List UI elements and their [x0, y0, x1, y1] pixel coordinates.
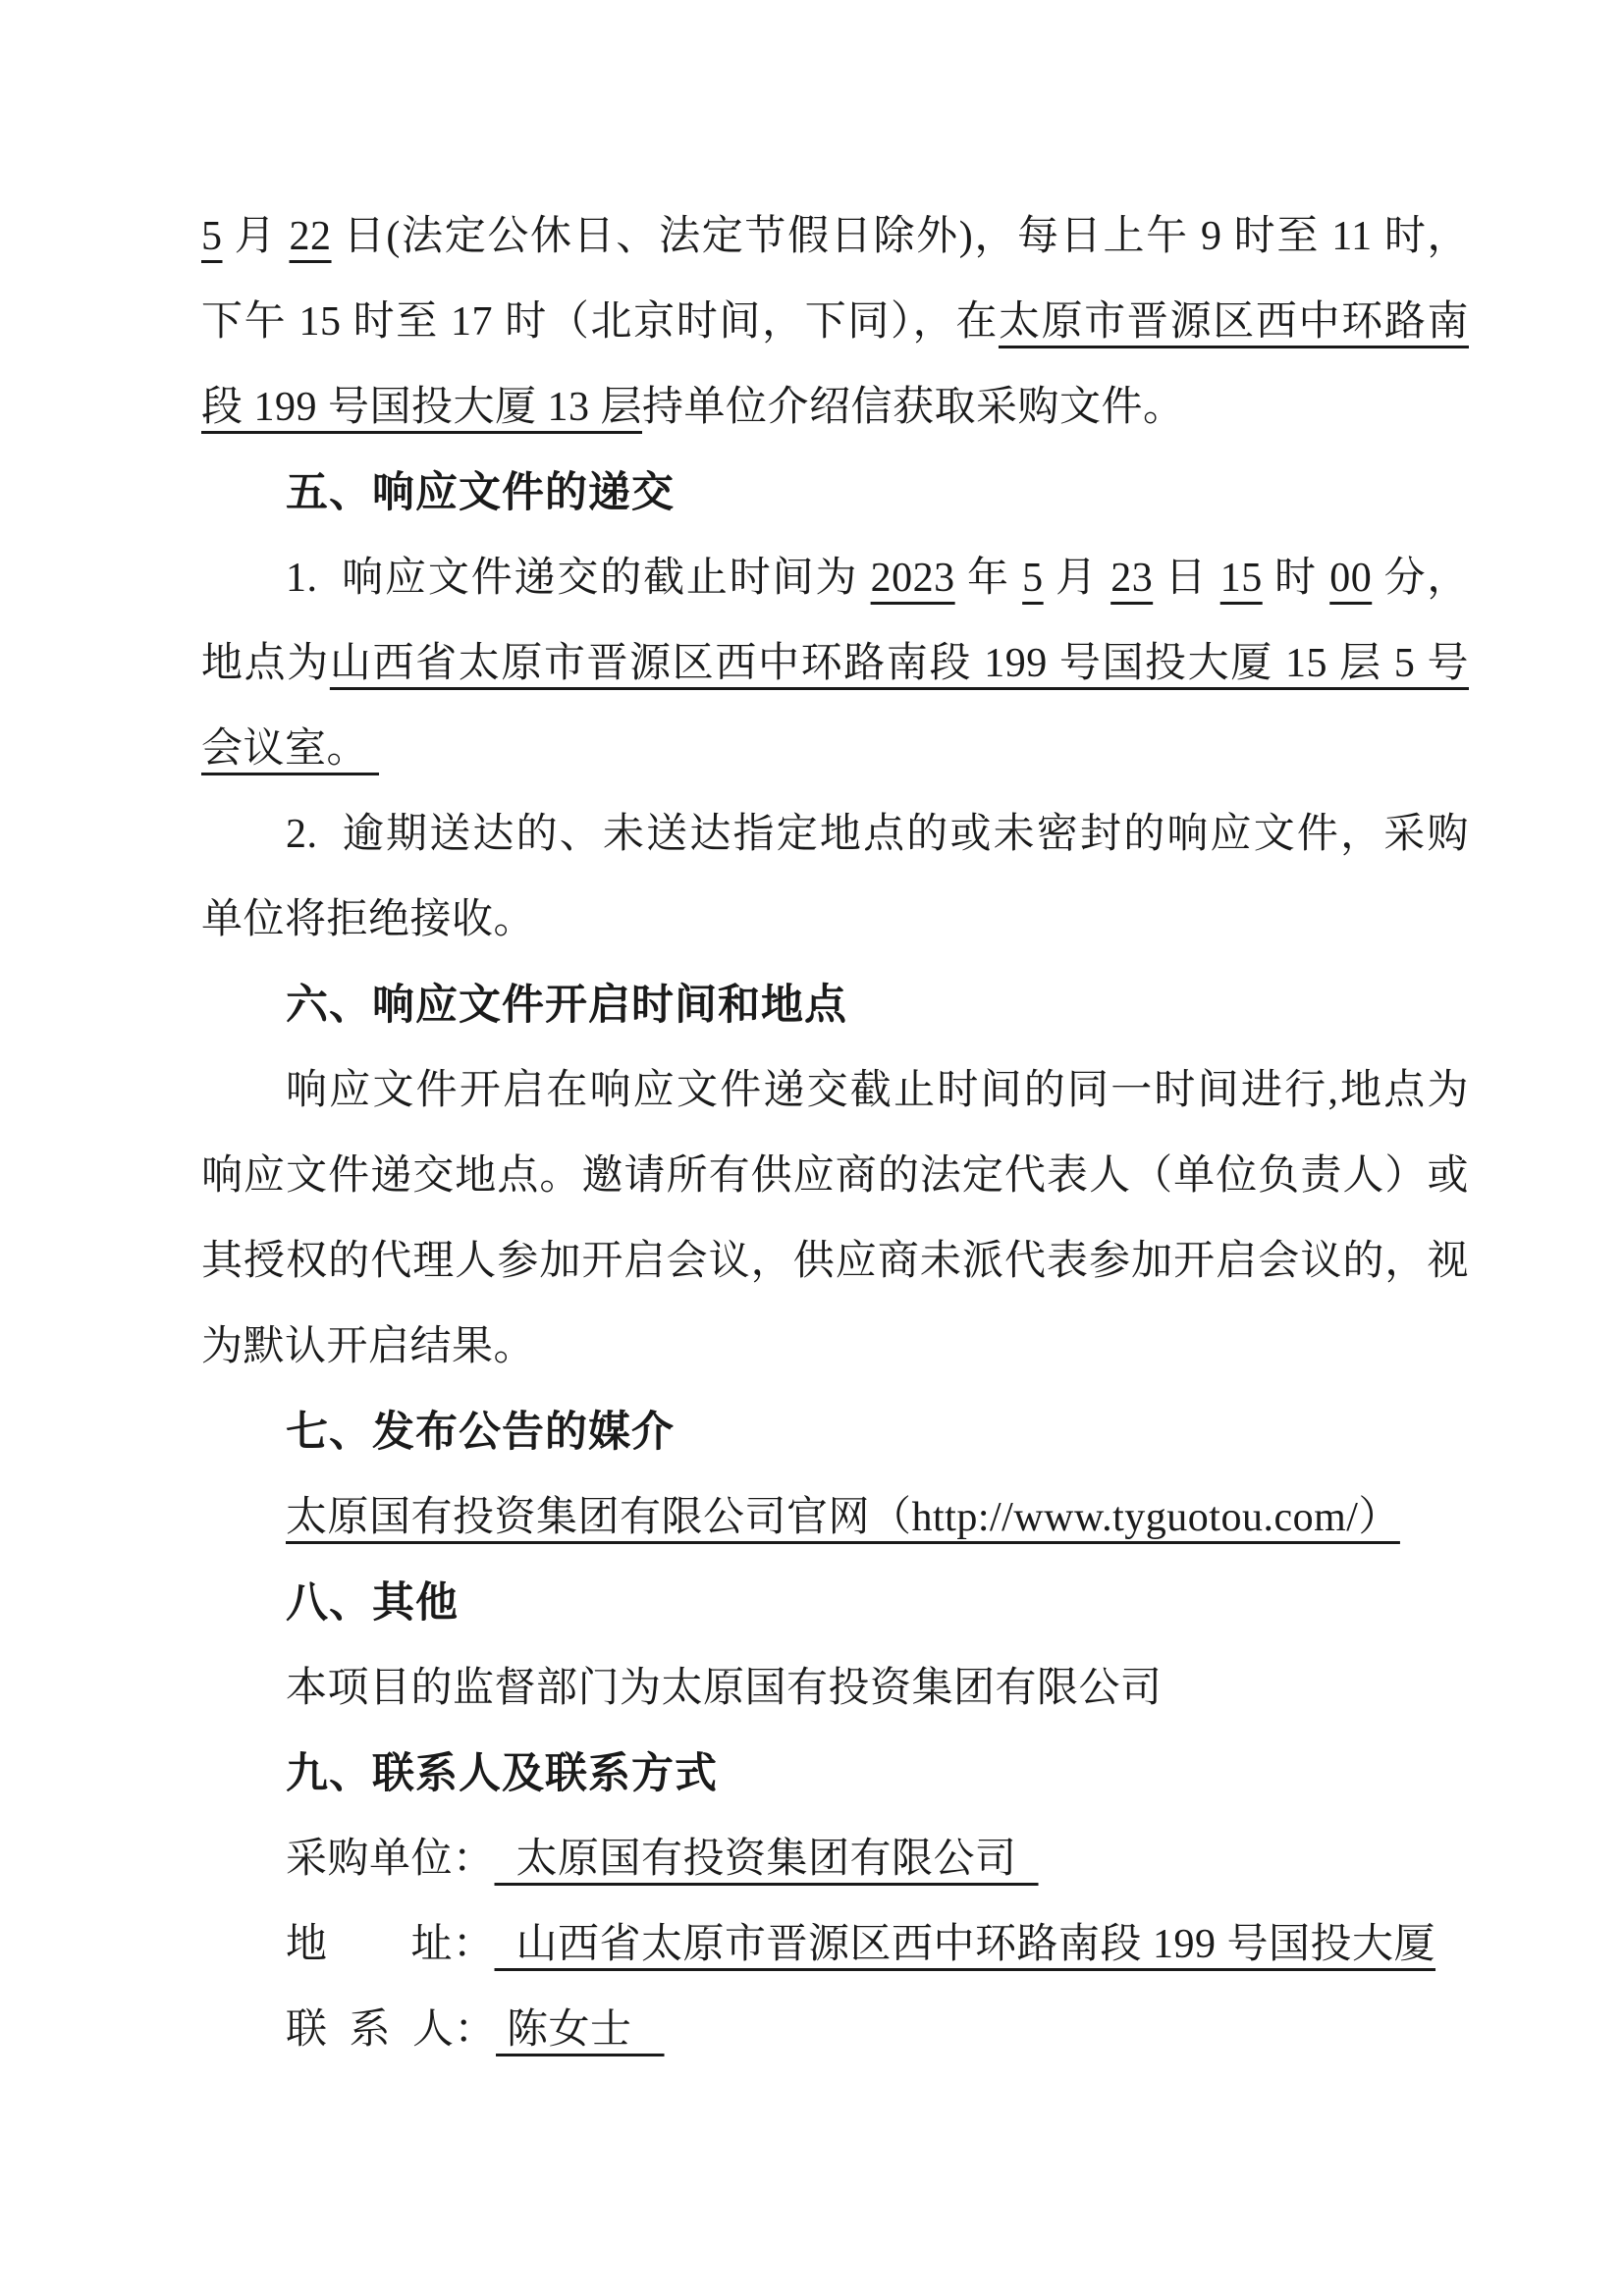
- file-collection-line-3: [201, 365, 1469, 451]
- late-delivery-line-2: [201, 878, 1469, 963]
- underlined-text: 2023: [870, 556, 955, 601]
- text-segment: 为默认开启结果。: [201, 1324, 536, 1369]
- opening-time-line-1: [201, 1048, 1469, 1134]
- section-5-heading: [201, 451, 1469, 536]
- announcement-media-line: [201, 1475, 1469, 1561]
- text-segment: 分，: [1372, 556, 1469, 601]
- submission-location-line-2: [201, 707, 1469, 792]
- underlined-text: 太原国有投资集团有限公司: [494, 1837, 1039, 1882]
- text-segment: 日(法定公休日、法定节假日除外)，每日上午 9 时至 11 时，: [331, 214, 1469, 259]
- text-segment: 地点为: [201, 641, 330, 686]
- text-segment: 响应文件递交地点。邀请所有供应商的法定代表人（单位负责人）或: [201, 1153, 1469, 1199]
- opening-time-line-2: [201, 1134, 1469, 1219]
- opening-time-line-3: [201, 1219, 1469, 1305]
- underlined-text: 山西省太原市晋源区西中环路南段 199 号国投大厦: [494, 1922, 1436, 1967]
- underlined-text: 太原市晋源区西中环路南: [998, 299, 1469, 345]
- supervision-line: [201, 1646, 1469, 1732]
- underlined-text: 00: [1329, 556, 1373, 601]
- text-segment: 持单位介绍信获取采购文件。: [642, 385, 1185, 430]
- underlined-text: 太原国有投资集团有限公司官网（http://www.tyguotou.com/）: [286, 1495, 1400, 1540]
- text-segment: 六、响应文件开启时间和地点: [286, 982, 847, 1029]
- file-collection-line-1: [201, 194, 1469, 280]
- text-segment: 单位将拒绝接收。: [201, 897, 536, 942]
- opening-time-line-4: [201, 1305, 1469, 1390]
- text-segment: 采购单位：: [286, 1837, 495, 1882]
- text-segment: 时: [1262, 556, 1330, 601]
- file-collection-line-2: [201, 280, 1469, 365]
- purchaser-line: [201, 1817, 1469, 1902]
- text-segment: 地 址：: [286, 1922, 495, 1967]
- section-7-heading: [201, 1390, 1469, 1475]
- underlined-text: 5: [201, 214, 223, 259]
- underlined-text: 5: [1022, 556, 1044, 601]
- underlined-text: 23: [1110, 556, 1154, 601]
- underlined-text: 段 199 号国投大厦 13 层: [201, 385, 643, 430]
- text-segment: 1. 响应文件递交的截止时间为: [286, 556, 871, 601]
- section-6-heading: [201, 963, 1469, 1048]
- section-9-heading: [201, 1732, 1469, 1817]
- text-segment: 年: [954, 556, 1023, 601]
- text-segment: 九、联系人及联系方式: [286, 1750, 718, 1797]
- address-line: [201, 1902, 1469, 1988]
- text-segment: 联 系 人：: [286, 2007, 497, 2053]
- submission-location-line-1: [201, 621, 1469, 707]
- late-delivery-line-1: [201, 792, 1469, 878]
- text-segment: 2. 逾期送达的、未送达指定地点的或未密封的响应文件，采购: [286, 812, 1469, 857]
- document-body: [201, 194, 1469, 2073]
- underlined-text: 陈女士: [496, 2007, 665, 2053]
- text-segment: 本项目的监督部门为太原国有投资集团有限公司: [286, 1666, 1163, 1711]
- underlined-text: 15: [1219, 556, 1263, 601]
- text-segment: 月: [1043, 556, 1111, 601]
- text-segment: 七、发布公告的媒介: [286, 1409, 675, 1456]
- text-segment: 其授权的代理人参加开启会议，供应商未派代表参加开启会议的，视: [201, 1239, 1469, 1284]
- contact-person-line: [201, 1988, 1469, 2073]
- text-segment: 五、响应文件的递交: [286, 469, 675, 516]
- underlined-text: 山西省太原市晋源区西中环路南段 199 号国投大厦 15 层 5 号: [329, 641, 1469, 686]
- text-segment: 月: [222, 214, 290, 259]
- text-segment: 日: [1153, 556, 1220, 601]
- underlined-text: 22: [289, 214, 332, 259]
- section-8-heading: [201, 1561, 1469, 1646]
- underlined-text: 会议室。: [201, 726, 380, 772]
- text-segment: 八、其他: [286, 1579, 459, 1627]
- text-segment: 响应文件开启在响应文件递交截止时间的同一时间进行,地点为: [286, 1068, 1469, 1113]
- text-segment: 下午 15 时至 17 时（北京时间，下同），在: [201, 299, 999, 345]
- submission-deadline-line: [201, 536, 1469, 621]
